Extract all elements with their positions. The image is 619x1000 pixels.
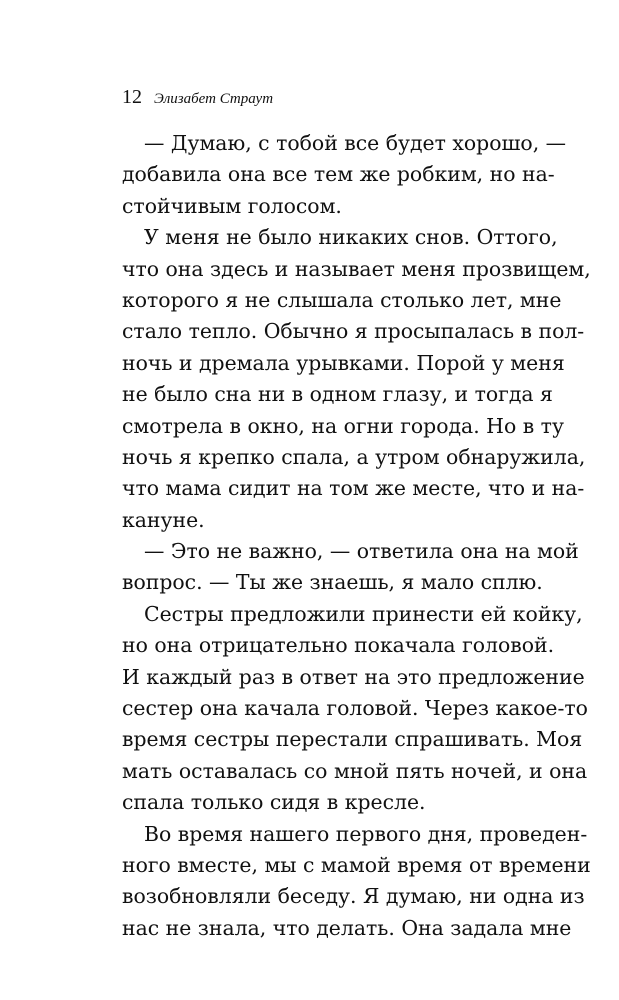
text-line: что мама сидит на том же месте, что и на- bbox=[122, 476, 585, 501]
page-number: 12 bbox=[122, 86, 142, 108]
text-line: нас не знала, что делать. Она задала мне bbox=[122, 915, 572, 940]
text-line: ночь и дремала урывками. Порой у меня bbox=[122, 350, 565, 375]
text-line: спала только сидя в кресле. bbox=[122, 790, 426, 815]
text-line: ного вместе, мы с мамой время от времени bbox=[122, 852, 591, 877]
text-line: добавила она все тем же робким, но на- bbox=[122, 162, 555, 187]
text-line: И каждый раз в ответ на это предложение bbox=[122, 664, 585, 689]
text-line: вопрос. — Ты же знаешь, я мало сплю. bbox=[122, 570, 543, 595]
text-line: мать оставалась со мной пять ночей, и она bbox=[122, 758, 588, 783]
text-line: У меня не было никаких снов. Оттого, bbox=[144, 225, 558, 250]
text-line: кануне. bbox=[122, 507, 205, 532]
text-line: ночь я крепко спала, а утром обнаружила, bbox=[122, 444, 586, 469]
text-line: что она здесь и называет меня прозвищем, bbox=[122, 256, 591, 281]
text-line: стойчивым голосом. bbox=[122, 193, 342, 218]
text-line: возобновляли беседу. Я думаю, ни одна из bbox=[122, 884, 585, 909]
body-text bbox=[122, 128, 591, 944]
text-line: которого я не слышала столько лет, мне bbox=[122, 287, 562, 312]
text-line: — Это не важно, — ответила она на мой bbox=[144, 539, 579, 564]
text-line: не было сна ни в одном глазу, и тогда я bbox=[122, 382, 553, 407]
text-line: но она отрицательно покачала головой. bbox=[122, 633, 555, 658]
text-line: время сестры перестали спрашивать. Моя bbox=[122, 727, 583, 752]
running-head bbox=[122, 86, 273, 114]
text-line: Во время нашего первого дня, проведен- bbox=[144, 821, 588, 846]
text-line: — Думаю, с тобой все будет хорошо, — bbox=[144, 131, 567, 155]
text-line: сестер она качала головой. Через какое-то bbox=[122, 696, 588, 721]
text-line: смотрела в окно, на огни города. Но в ту bbox=[122, 413, 564, 438]
text-line: Сестры предложили принести ей койку, bbox=[144, 601, 583, 626]
text-line: стало тепло. Обычно я просыпалась в пол- bbox=[122, 319, 585, 344]
running-title: Элизабет Страут bbox=[154, 91, 274, 107]
